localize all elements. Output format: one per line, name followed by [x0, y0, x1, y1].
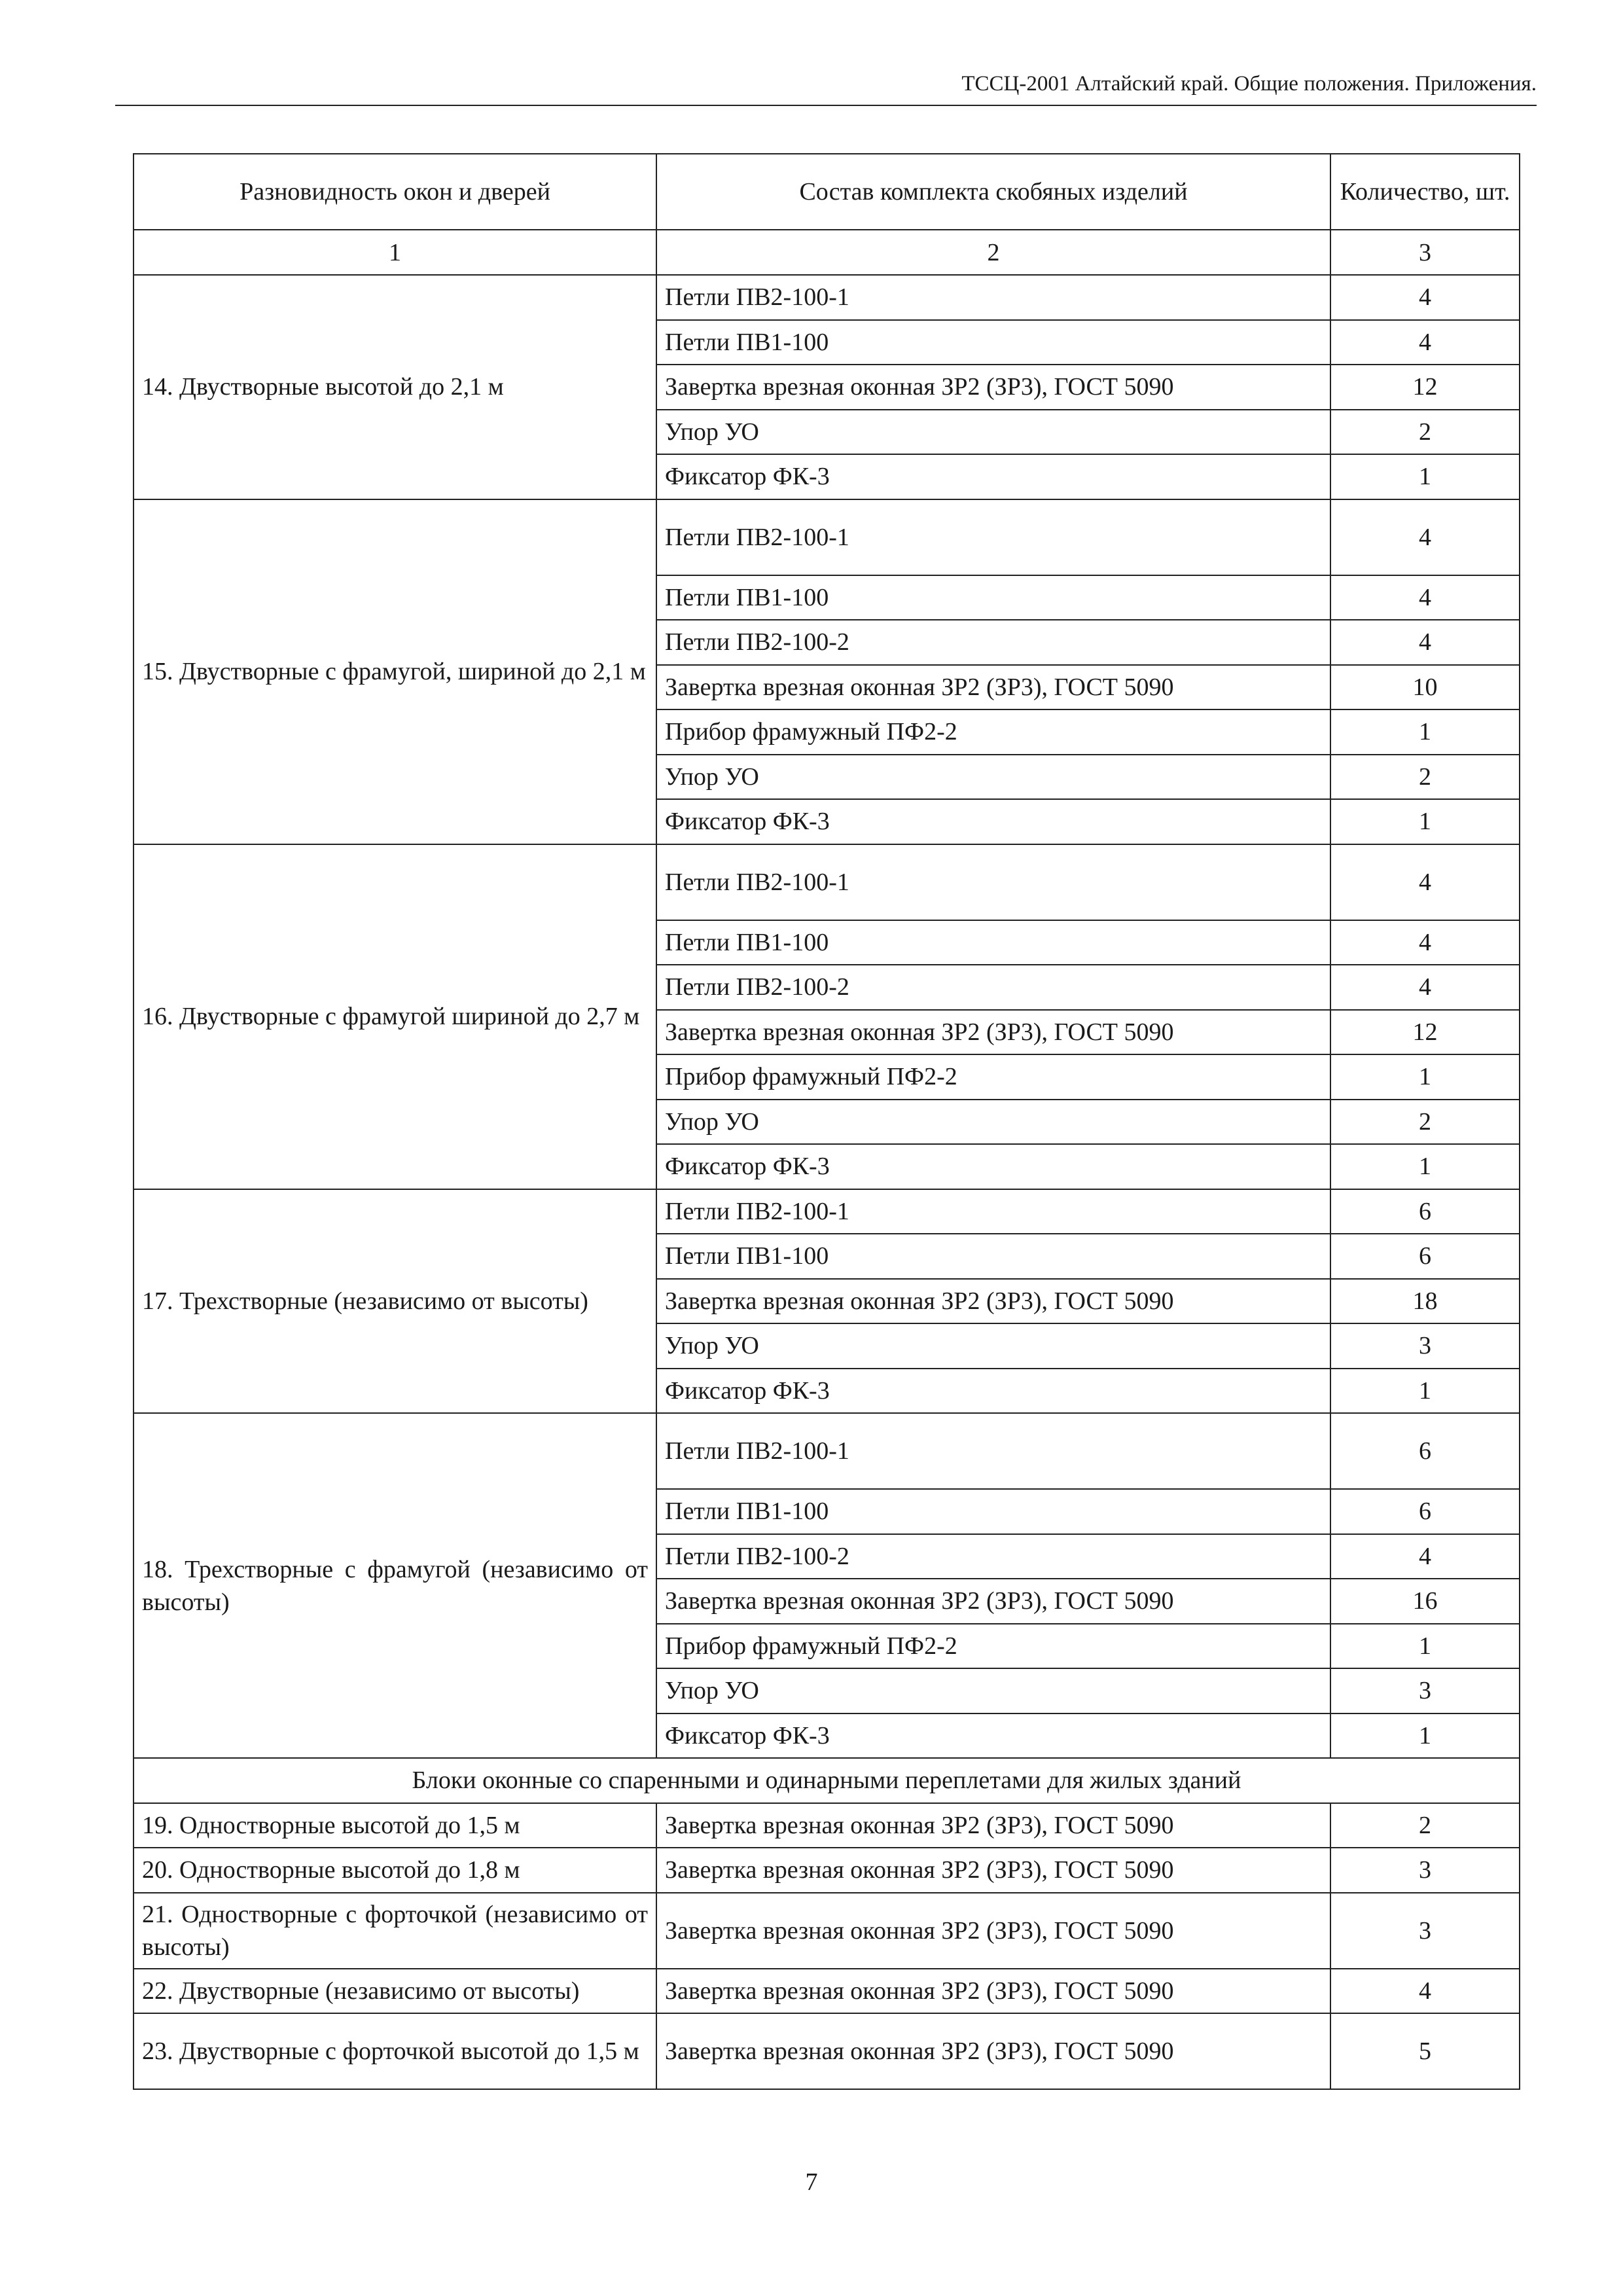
quantity: 12 — [1330, 1010, 1520, 1055]
hardware-item: Упор УО — [656, 410, 1330, 455]
quantity: 4 — [1330, 499, 1520, 575]
quantity: 6 — [1330, 1234, 1520, 1279]
quantity: 3 — [1330, 1668, 1520, 1713]
window-kind-cell: 18. Трехстворные с фрамугой (независимо от высоты) — [134, 1413, 656, 1758]
column-header-composition: Состав комплекта скобяных изделий — [656, 154, 1330, 230]
hardware-item: Завертка врезная оконная ЗР2 (ЗР3), ГОСТ 5090 — [656, 365, 1330, 410]
table-row — [134, 275, 1520, 320]
quantity: 1 — [1330, 1624, 1520, 1669]
window-kind-cell: 21. Одностворные с форточкой (независимо от высоты) — [134, 1893, 656, 1969]
hardware-item: Петли ПВ2-100-1 — [656, 844, 1330, 920]
column-header-quantity: Количество, шт. — [1330, 154, 1520, 230]
column-header-kind: Разновидность окон и дверей — [134, 154, 656, 230]
table-row — [134, 1893, 1520, 1969]
window-kind-cell: 23. Двустворные с форточкой высотой до 1,5 м — [134, 2013, 656, 2089]
column-number: 3 — [1330, 230, 1520, 275]
quantity: 4 — [1330, 844, 1520, 920]
window-kind-cell: 20. Одностворные высотой до 1,8 м — [134, 1848, 656, 1893]
page-number: 7 — [805, 2168, 818, 2196]
quantity: 3 — [1330, 1848, 1520, 1893]
quantity: 2 — [1330, 755, 1520, 800]
quantity: 12 — [1330, 365, 1520, 410]
running-header — [115, 71, 1537, 106]
hardware-item: Завертка врезная оконная ЗР2 (ЗР3), ГОСТ 5090 — [656, 1010, 1330, 1055]
quantity: 4 — [1330, 320, 1520, 365]
hardware-item: Завертка врезная оконная ЗР2 (ЗР3), ГОСТ 5090 — [656, 1279, 1330, 1324]
table-row — [134, 2013, 1520, 2089]
column-number: 1 — [134, 230, 656, 275]
hardware-item: Прибор фрамужный ПФ2-2 — [656, 1054, 1330, 1100]
quantity: 1 — [1330, 1054, 1520, 1100]
quantity: 1 — [1330, 709, 1520, 755]
hardware-item: Завертка врезная оконная ЗР2 (ЗР3), ГОСТ 5090 — [656, 2013, 1330, 2089]
quantity: 1 — [1330, 1144, 1520, 1189]
quantity: 6 — [1330, 1189, 1520, 1234]
column-number-row — [134, 230, 1520, 275]
hardware-item: Завертка врезная оконная ЗР2 (ЗР3), ГОСТ 5090 — [656, 1893, 1330, 1969]
hardware-item: Фиксатор ФК-3 — [656, 799, 1330, 844]
section-title: Блоки оконные со спаренными и одинарными переплетами для жилых зданий — [134, 1758, 1520, 1803]
quantity: 10 — [1330, 665, 1520, 710]
hardware-item: Завертка врезная оконная ЗР2 (ЗР3), ГОСТ 5090 — [656, 1969, 1330, 2014]
quantity: 4 — [1330, 965, 1520, 1010]
hardware-item: Петли ПВ2-100-1 — [656, 499, 1330, 575]
hardware-item: Петли ПВ2-100-1 — [656, 1413, 1330, 1489]
quantity: 4 — [1330, 275, 1520, 320]
quantity: 4 — [1330, 1534, 1520, 1579]
table-header-row — [134, 154, 1520, 230]
quantity: 2 — [1330, 1803, 1520, 1848]
hardware-item: Петли ПВ1-100 — [656, 1234, 1330, 1279]
hardware-item: Петли ПВ2-100-2 — [656, 620, 1330, 665]
window-kind-cell: 14. Двустворные высотой до 2,1 м — [134, 275, 656, 499]
hardware-item: Петли ПВ1-100 — [656, 920, 1330, 965]
quantity: 4 — [1330, 920, 1520, 965]
table-row — [134, 844, 1520, 920]
quantity: 18 — [1330, 1279, 1520, 1324]
table-row — [134, 1189, 1520, 1234]
running-title: ТССЦ-2001 Алтайский край. Общие положения. Приложения. — [961, 72, 1537, 96]
window-kind-cell: 22. Двустворные (независимо от высоты) — [134, 1969, 656, 2014]
hardware-spec-table — [133, 153, 1520, 2090]
quantity: 4 — [1330, 620, 1520, 665]
section-row — [134, 1758, 1520, 1803]
quantity: 6 — [1330, 1489, 1520, 1534]
table-row — [134, 499, 1520, 575]
table-row — [134, 1848, 1520, 1893]
window-kind-cell: 17. Трехстворные (независимо от высоты) — [134, 1189, 656, 1414]
quantity: 1 — [1330, 1369, 1520, 1414]
hardware-item: Петли ПВ2-100-2 — [656, 965, 1330, 1010]
hardware-item: Петли ПВ1-100 — [656, 1489, 1330, 1534]
hardware-item: Прибор фрамужный ПФ2-2 — [656, 709, 1330, 755]
column-number: 2 — [656, 230, 1330, 275]
quantity: 1 — [1330, 1713, 1520, 1759]
hardware-item: Завертка врезная оконная ЗР2 (ЗР3), ГОСТ 5090 — [656, 1579, 1330, 1624]
hardware-item: Петли ПВ2-100-2 — [656, 1534, 1330, 1579]
hardware-item: Фиксатор ФК-3 — [656, 1144, 1330, 1189]
quantity: 16 — [1330, 1579, 1520, 1624]
quantity: 5 — [1330, 2013, 1520, 2089]
quantity: 1 — [1330, 454, 1520, 499]
hardware-item: Фиксатор ФК-3 — [656, 1713, 1330, 1759]
hardware-item: Петли ПВ2-100-1 — [656, 1189, 1330, 1234]
quantity: 2 — [1330, 410, 1520, 455]
hardware-item: Упор УО — [656, 1668, 1330, 1713]
quantity: 2 — [1330, 1100, 1520, 1145]
hardware-item: Прибор фрамужный ПФ2-2 — [656, 1624, 1330, 1669]
window-kind-cell: 15. Двустворные с фрамугой, шириной до 2,1 м — [134, 499, 656, 844]
quantity: 1 — [1330, 799, 1520, 844]
table-row — [134, 1413, 1520, 1489]
window-kind-cell: 19. Одностворные высотой до 1,5 м — [134, 1803, 656, 1848]
hardware-item: Упор УО — [656, 1100, 1330, 1145]
table-row — [134, 1803, 1520, 1848]
window-kind-cell: 16. Двустворные с фрамугой шириной до 2,7 м — [134, 844, 656, 1189]
hardware-item: Петли ПВ1-100 — [656, 320, 1330, 365]
hardware-item: Завертка врезная оконная ЗР2 (ЗР3), ГОСТ 5090 — [656, 1848, 1330, 1893]
hardware-item: Фиксатор ФК-3 — [656, 454, 1330, 499]
hardware-item: Петли ПВ2-100-1 — [656, 275, 1330, 320]
hardware-item: Завертка врезная оконная ЗР2 (ЗР3), ГОСТ 5090 — [656, 1803, 1330, 1848]
table-row — [134, 1969, 1520, 2014]
quantity: 4 — [1330, 575, 1520, 620]
quantity: 6 — [1330, 1413, 1520, 1489]
hardware-item: Петли ПВ1-100 — [656, 575, 1330, 620]
quantity: 3 — [1330, 1323, 1520, 1369]
quantity: 3 — [1330, 1893, 1520, 1969]
hardware-item: Завертка врезная оконная ЗР2 (ЗР3), ГОСТ 5090 — [656, 665, 1330, 710]
quantity: 4 — [1330, 1969, 1520, 2014]
hardware-item: Упор УО — [656, 1323, 1330, 1369]
hardware-item: Фиксатор ФК-3 — [656, 1369, 1330, 1414]
hardware-item: Упор УО — [656, 755, 1330, 800]
